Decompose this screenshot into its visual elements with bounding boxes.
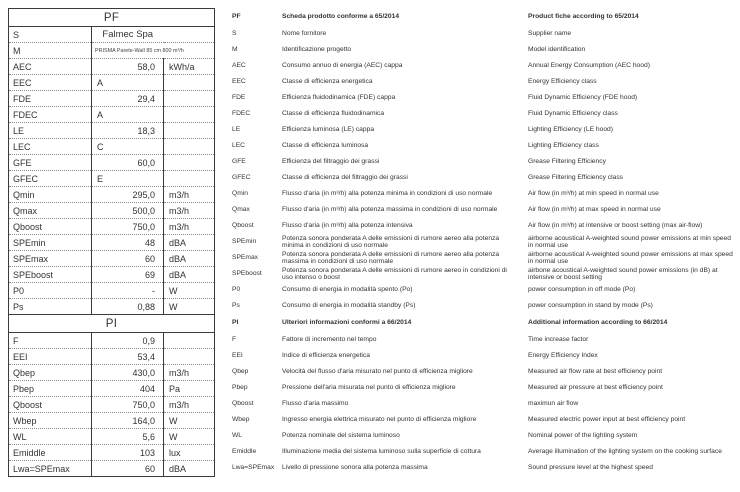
legend-it-row-AEC: [232, 58, 508, 74]
row-unit: dBA: [164, 267, 215, 283]
row-unit: [164, 349, 215, 365]
legend-it-text: Nome fornitore: [282, 30, 327, 38]
table-row-Qmin: [9, 187, 215, 203]
row-code: AEC: [9, 59, 92, 75]
row-unit: m3/h: [164, 219, 215, 235]
legend-code: Qbep: [232, 368, 249, 376]
row-value: 5,6: [92, 429, 164, 445]
legend-it-row-Qmin: [232, 186, 508, 202]
legend-it-row-EEI: [232, 348, 508, 364]
row-code: Qboost: [9, 397, 92, 413]
row-value: 500,0: [92, 203, 164, 219]
legend-it-text: Fattore di incremento nel tempo: [282, 336, 377, 344]
legend-en-text: Grease Filtering Efficiency class: [528, 174, 624, 182]
row-value: 404: [92, 381, 164, 397]
legend-it-text: Efficienza fluidodinamica (FDE) cappa: [282, 94, 396, 102]
legend-en-row-WL: [528, 428, 738, 444]
legend-code: GFEC: [232, 174, 251, 182]
legend-it-row-F: [232, 332, 508, 348]
legend-en-row-LE: [528, 122, 738, 138]
table-row-FDE: [9, 91, 215, 107]
legend-it-header-text: Ulteriori informazioni conformi a 66/2014: [282, 319, 412, 327]
legend-it-text: Flusso d'aria (in m³/h) alla potenza massima in condizioni di uso normale: [282, 206, 498, 214]
legend-it-row-SPEboost: [232, 266, 508, 282]
legend-en-text: Measured air flow rate at best efficiency point: [528, 368, 663, 376]
legend-it-text: Classe di efficienza del filtraggio dei grassi: [282, 174, 408, 182]
legend-it-text: Classe di efficienza luminosa: [282, 142, 369, 150]
row-unit: m3/h: [164, 397, 215, 413]
table-row-Lwa=SPEmax: [9, 461, 215, 477]
legend-en-row-Qmax: [528, 202, 738, 218]
legend-it-row-FDEC: [232, 106, 508, 122]
row-value: 750,0: [92, 219, 164, 235]
legend-en-text: power consumption in stand by mode (Ps): [528, 302, 653, 310]
row-unit: dBA: [164, 461, 215, 477]
row-value: 164,0: [92, 413, 164, 429]
row-unit: Pa: [164, 381, 215, 397]
legend-it-text: Classe di efficienza energetica: [282, 78, 373, 86]
table-row-EEC: [9, 75, 215, 91]
table-row-P0: [9, 283, 215, 299]
legend-en-text: Air flow (in m³/h) at intensive or boost setting (max air-flow): [528, 222, 703, 230]
row-unit: [164, 333, 215, 349]
row-value: E: [92, 171, 164, 187]
legend-it-row-Qboost: [232, 218, 508, 234]
legend-en-row-Pbep: [528, 380, 738, 396]
legend-it-header-text: Scheda prodotto conforme a 65/2014: [282, 13, 400, 21]
legend-it-text: Livello di pressione sonora alla potenza massima: [282, 464, 428, 472]
row-code: GFEC: [9, 171, 92, 187]
legend-en-text: Air flow (in m³/h) at min speed in normal use: [528, 190, 659, 198]
row-value: 430,0: [92, 365, 164, 381]
legend-it-text: Potenza sonora ponderata A delle emissioni di rumore aereo alla potenza massima in condizioni di uso normale: [282, 250, 500, 265]
table-row-GFEC: [9, 171, 215, 187]
row-code: WL: [9, 429, 92, 445]
legend-english: [528, 8, 738, 476]
legend-en-text: Model identification: [528, 46, 586, 54]
legend-en-text: Air flow (in m³/h) at max speed in normal use: [528, 206, 661, 214]
legend-en-row-Emiddle: [528, 444, 738, 460]
row-value: PRISMA Parete-Wall 85 cm 800 m³/h: [92, 43, 215, 59]
table-row-SPEmax: [9, 251, 215, 267]
row-value: 60,0: [92, 155, 164, 171]
legend-en-row-F: [528, 332, 738, 348]
row-value: 58,0: [92, 59, 164, 75]
row-unit: [164, 75, 215, 91]
legend-en-row-FDE: [528, 90, 738, 106]
legend-en-row-M: [528, 42, 738, 58]
row-value: C: [92, 139, 164, 155]
row-value: 750,0: [92, 397, 164, 413]
legend-it-text: Pressione dell'aria misurata nel punto di efficienza migliore: [282, 384, 456, 392]
row-unit: m3/h: [164, 187, 215, 203]
legend-it-text: Ingresso energia elettrica misurato nel punto di efficienza migliore: [282, 416, 477, 424]
legend-code: F: [232, 336, 237, 344]
legend-it-text: Flusso d'aria massimo: [282, 400, 349, 408]
legend-it-text: Classe di efficienza fluidodinamica: [282, 110, 385, 118]
legend-en-text: Lighting Efficiency class: [528, 142, 599, 150]
legend-en-header-row-PF: [528, 8, 738, 26]
legend-en-row-GFE: [528, 154, 738, 170]
legend-en-row-Ps: [528, 298, 738, 314]
row-value: 60: [92, 461, 164, 477]
table-row-M: [9, 43, 215, 59]
row-code: Emiddle: [9, 445, 92, 461]
legend-en-row-Qbep: [528, 364, 738, 380]
row-code: LE: [9, 123, 92, 139]
row-code: Wbep: [9, 413, 92, 429]
legend-code: AEC: [232, 62, 246, 70]
legend-code: EEC: [232, 78, 246, 86]
table-section-header-row-PF: [9, 9, 215, 27]
row-code: EEC: [9, 75, 92, 91]
legend-code: EEI: [232, 352, 243, 360]
table-row-SPEboost: [9, 267, 215, 283]
row-code: SPEmin: [9, 235, 92, 251]
table-row-FDEC: [9, 107, 215, 123]
legend-en-text: airborne acoustical A-weighted sound power emissions at max speed in normal use: [528, 250, 733, 265]
row-value: 60: [92, 251, 164, 267]
table-row-GFE: [9, 155, 215, 171]
row-code: Qmin: [9, 187, 92, 203]
legend-it-row-Wbep: [232, 412, 508, 428]
row-unit: dBA: [164, 251, 215, 267]
legend-it-row-SPEmin: [232, 234, 508, 250]
legend-it-row-Qboost: [232, 396, 508, 412]
row-code: FDEC: [9, 107, 92, 123]
legend-en-text: Grease Filtering Efficiency: [528, 158, 606, 166]
row-value: -: [92, 283, 164, 299]
legend-en-text: Annual Energy Consumption (AEC hood): [528, 62, 650, 70]
legend-it-row-LE: [232, 122, 508, 138]
legend-code: Emiddle: [232, 448, 257, 456]
legend-it-row-WL: [232, 428, 508, 444]
row-value: 0,88: [92, 299, 164, 315]
table-section-header-row-PI: [9, 315, 215, 333]
row-code: Pbep: [9, 381, 92, 397]
row-unit: [164, 155, 215, 171]
row-value: A: [92, 107, 164, 123]
legend-en-text: Time increase factor: [528, 336, 589, 344]
legend-code: P0: [232, 286, 241, 294]
legend-it-text: Consumo annuo di energia (AEC) cappa: [282, 62, 403, 70]
row-value: 48: [92, 235, 164, 251]
table-section-header-label: PI: [9, 315, 215, 333]
legend-code: M: [232, 46, 238, 54]
legend-it-text: Potenza sonora ponderata A delle emissioni di rumore aereo alla potenza minima in condizioni di uso normale: [282, 234, 500, 249]
row-code: SPEmax: [9, 251, 92, 267]
legend-en-text: Lighting Efficiency (LE hood): [528, 126, 614, 134]
legend-en-text: Measured air pressure at best efficiency point: [528, 384, 663, 392]
legend-it-row-M: [232, 42, 508, 58]
legend-en-header-row-PI: [528, 314, 738, 332]
legend-it-row-GFEC: [232, 170, 508, 186]
legend-en-text: maximun air flow: [528, 400, 579, 408]
row-unit: m3/h: [164, 365, 215, 381]
row-unit: W: [164, 283, 215, 299]
row-unit: [164, 123, 215, 139]
row-unit: W: [164, 413, 215, 429]
row-value: 69: [92, 267, 164, 283]
legend-en-row-FDEC: [528, 106, 738, 122]
row-unit: lux: [164, 445, 215, 461]
legend-en-text: power consumption in off mode (Po): [528, 286, 636, 294]
legend-it-text: Efficienza del filtraggio dei grassi: [282, 158, 380, 166]
legend-en-row-Qboost: [528, 218, 738, 234]
legend-en-text: Fluid Dynamic Efficiency class: [528, 110, 618, 118]
legend-italian: [232, 8, 508, 476]
legend-code: Ps: [232, 302, 240, 310]
table-row-Emiddle: [9, 445, 215, 461]
row-value: Falmec Spa: [92, 27, 164, 43]
table-row-Qboost: [9, 219, 215, 235]
row-value: 29,4: [92, 91, 164, 107]
legend-code: Qboost: [232, 222, 254, 230]
legend-it-row-P0: [232, 282, 508, 298]
legend-it-text: Flusso d'aria (in m³/h) alla potenza intensiva: [282, 222, 413, 230]
row-code: Qmax: [9, 203, 92, 219]
table-row-LEC: [9, 139, 215, 155]
legend-code: LEC: [232, 142, 246, 150]
row-code: P0: [9, 283, 92, 299]
legend-it-text: Consumo di energia in modalità standby (Ps): [282, 302, 416, 310]
legend-it-text: Efficienza luminosa (LE) cappa: [282, 126, 375, 134]
legend-it-row-FDE: [232, 90, 508, 106]
legend-en-row-P0: [528, 282, 738, 298]
legend-code: PI: [232, 319, 239, 327]
legend-code: PF: [232, 13, 241, 21]
legend-en-text: Fluid Dynamic Efficiency (FDE hood): [528, 94, 638, 102]
legend-en-row-SPEmax: [528, 250, 738, 266]
legend-code: Lwa=SPEmax: [232, 464, 275, 472]
legend-en-row-EEI: [528, 348, 738, 364]
legend-it-row-Ps: [232, 298, 508, 314]
legend-it-row-Qbep: [232, 364, 508, 380]
legend-en-text: Measured electric power input at best efficiency point: [528, 416, 686, 424]
legend-en-text: Supplier name: [528, 30, 572, 38]
row-value: 53,4: [92, 349, 164, 365]
table-row-WL: [9, 429, 215, 445]
legend-en-text: Sound pressure level at the highest speed: [528, 464, 653, 472]
legend-code: Qmax: [232, 206, 250, 214]
table-row-Qboost: [9, 397, 215, 413]
table-row-Pbep: [9, 381, 215, 397]
row-code: Lwa=SPEmax: [9, 461, 92, 477]
row-unit: W: [164, 299, 215, 315]
legend-en-text: Average illumination of the lighting system on the cooking surface: [528, 448, 722, 456]
legend-en-text: Nominal power of the lighting system: [528, 432, 638, 440]
row-code: Qbep: [9, 365, 92, 381]
row-unit: kWh/a: [164, 59, 215, 75]
legend-en-text: Energy Efficiency Index: [528, 352, 598, 360]
row-unit: [164, 107, 215, 123]
row-code: FDE: [9, 91, 92, 107]
row-unit: [164, 139, 215, 155]
row-value: 18,3: [92, 123, 164, 139]
legend-it-text: Velocità del flusso d'aria misurato nel punto di efficienza migliore: [282, 368, 473, 376]
legend-code: FDE: [232, 94, 246, 102]
row-code: SPEboost: [9, 267, 92, 283]
legend-it-text: Illuminazione media del sistema luminoso sulla superficie di cottura: [282, 448, 481, 456]
legend-code: Qboost: [232, 400, 254, 408]
product-fiche-table-body: [9, 9, 215, 477]
legend-en-row-S: [528, 26, 738, 42]
row-code: LEC: [9, 139, 92, 155]
legend-it-row-Lwa=SPEmax: [232, 460, 508, 476]
legend-it-row-Pbep: [232, 380, 508, 396]
legend-code: S: [232, 30, 237, 38]
legend-en-row-Lwa=SPEmax: [528, 460, 738, 476]
legend-en-row-SPEboost: [528, 266, 738, 282]
legend-en-row-Qboost: [528, 396, 738, 412]
row-code: S: [9, 27, 92, 43]
legend-en-row-LEC: [528, 138, 738, 154]
legend-en-row-EEC: [528, 74, 738, 90]
row-value: 0,9: [92, 333, 164, 349]
legend-code: Qmin: [232, 190, 248, 198]
table-row-EEI: [9, 349, 215, 365]
row-value: 103: [92, 445, 164, 461]
row-unit: [164, 91, 215, 107]
row-unit: [164, 27, 215, 43]
legend-it-text: Flusso d'aria (in m³/h) alla potenza minima in condizioni di uso normale: [282, 190, 493, 198]
row-value: A: [92, 75, 164, 91]
row-unit: W: [164, 429, 215, 445]
product-fiche-table: [8, 8, 215, 477]
row-code: M: [9, 43, 92, 59]
row-unit: m3/h: [164, 203, 215, 219]
row-code: EEI: [9, 349, 92, 365]
legend-it-header-row-PF: [232, 8, 508, 26]
table-row-F: [9, 333, 215, 349]
legend-en-text: Energy Efficiency class: [528, 78, 597, 86]
legend-code: FDEC: [232, 110, 251, 118]
row-code: Ps: [9, 299, 92, 315]
row-code: GFE: [9, 155, 92, 171]
legend-it-header-row-PI: [232, 314, 508, 332]
table-row-Ps: [9, 299, 215, 315]
legend-it-row-Emiddle: [232, 444, 508, 460]
legend-it-row-S: [232, 26, 508, 42]
row-code: F: [9, 333, 92, 349]
legend-it-text: Potenza sonora ponderata A delle emissioni di rumore aereo in condizioni di uso intenso o boost: [282, 266, 507, 281]
legend-en-row-GFEC: [528, 170, 738, 186]
legend-it-row-LEC: [232, 138, 508, 154]
legend-it-text: Identificazione progetto: [282, 46, 352, 54]
table-row-Qbep: [9, 365, 215, 381]
table-row-SPEmin: [9, 235, 215, 251]
table-row-S: [9, 27, 215, 43]
legend-code: GFE: [232, 158, 246, 166]
legend-code: SPEmin: [232, 238, 257, 246]
legend-en-text: airborne acoustical A-weighted sound power emissions at min speed in normal use: [528, 234, 731, 249]
legend-code: SPEmax: [232, 254, 259, 262]
legend-en-header-text: Product fiche according to 65/2014: [528, 13, 639, 21]
table-row-AEC: [9, 59, 215, 75]
legend-en-row-SPEmin: [528, 234, 738, 250]
legend-it-row-Qmax: [232, 202, 508, 218]
legend-it-row-SPEmax: [232, 250, 508, 266]
legend-en-header-text: Additional information according to 66/2014: [528, 319, 668, 327]
legend-it-row-EEC: [232, 74, 508, 90]
legend-en-row-Wbep: [528, 412, 738, 428]
row-value: 295,0: [92, 187, 164, 203]
legend-it-text: Potenza nominale del sistema luminoso: [282, 432, 400, 440]
legend-code: Wbep: [232, 416, 250, 424]
legend-en-text: airbone acoustical A-weighted sound power emissions (in dB) at intensive or boost setting: [528, 266, 718, 281]
legend-code: LE: [232, 126, 241, 134]
legend-code: WL: [232, 432, 243, 440]
row-unit: [164, 171, 215, 187]
legend-it-row-GFE: [232, 154, 508, 170]
legend-it-text: Indice di efficienza energetica: [282, 352, 370, 360]
table-section-header-label: PF: [9, 9, 215, 27]
table-row-Wbep: [9, 413, 215, 429]
legend-en-row-AEC: [528, 58, 738, 74]
table-row-Qmax: [9, 203, 215, 219]
legend-en-row-Qmin: [528, 186, 738, 202]
legend-code: Pbep: [232, 384, 248, 392]
table-row-LE: [9, 123, 215, 139]
legend-it-text: Consumo di energia in modalità spento (Po): [282, 286, 413, 294]
legend-code: SPEboost: [232, 270, 262, 278]
row-unit: dBA: [164, 235, 215, 251]
row-code: Qboost: [9, 219, 92, 235]
